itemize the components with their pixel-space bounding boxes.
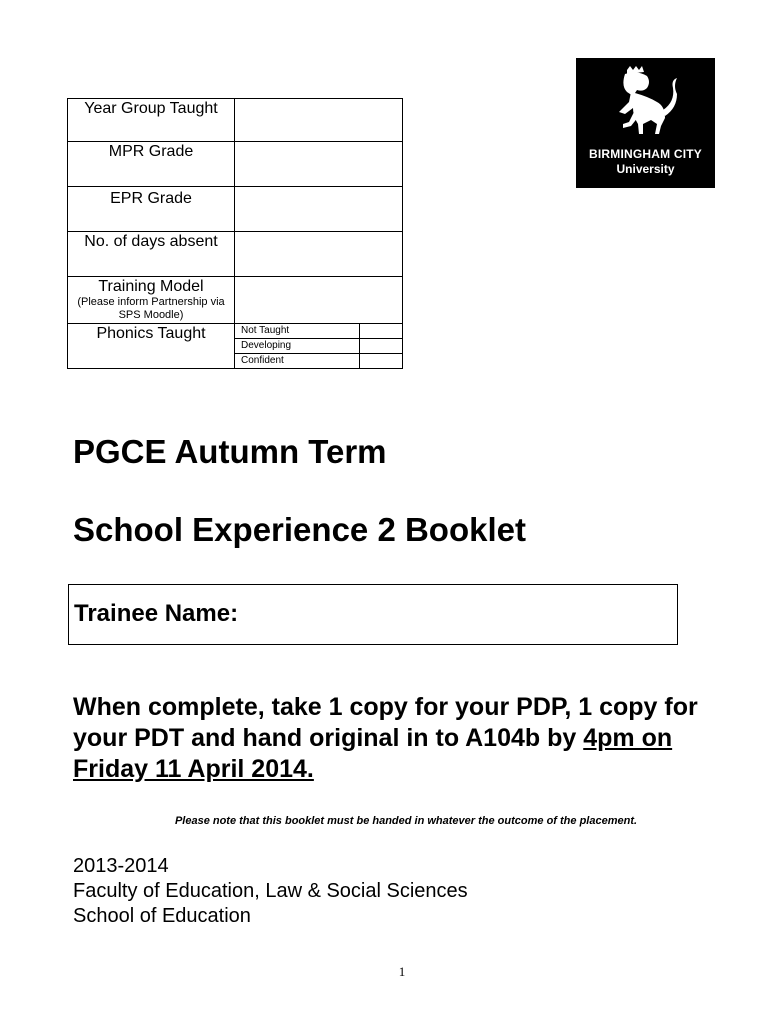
faculty-name: Faculty of Education, Law & Social Sciences xyxy=(73,880,468,902)
page-title: PGCE Autumn Term xyxy=(73,433,387,470)
phonics-option-not-taught: Not Taught xyxy=(235,324,359,339)
training-model-sublabel: (Please inform Partnership via SPS Moodle) xyxy=(77,296,225,321)
days-absent-label: No. of days absent xyxy=(68,232,235,277)
submission-instructions xyxy=(73,692,753,785)
phonics-options-table xyxy=(235,324,402,368)
trainee-info-table xyxy=(67,98,403,369)
year-group-value[interactable] xyxy=(235,99,403,142)
lion-crest-icon xyxy=(607,66,685,144)
training-model-value[interactable] xyxy=(235,277,403,324)
logo-text-line1: BIRMINGHAM CITY xyxy=(589,147,702,161)
instructions-text: When complete, take 1 copy for your PDP, 1 copy for your PDT and hand original in to A104b by xyxy=(73,693,698,752)
phonics-taught-label: Phonics Taught xyxy=(68,324,235,369)
epr-grade-label: EPR Grade xyxy=(68,187,235,232)
page-number: 1 xyxy=(398,964,406,979)
trainee-name-field[interactable] xyxy=(68,584,678,645)
footer-block xyxy=(73,854,468,929)
mpr-grade-label: MPR Grade xyxy=(68,142,235,187)
deadline-text: 4pm on Friday 11 April 2014. xyxy=(73,724,673,783)
academic-year: 2013-2014 xyxy=(73,855,169,877)
booklet-note: Please note that this booklet must be handed in whatever the outcome of the placement. xyxy=(174,815,638,827)
page-subtitle: School Experience 2 Booklet xyxy=(73,511,526,548)
phonics-option-confident: Confident xyxy=(241,355,284,366)
trainee-name-label: Trainee Name: xyxy=(74,600,239,627)
school-name: School of Education xyxy=(73,905,251,927)
days-absent-value[interactable] xyxy=(235,232,403,277)
university-logo xyxy=(576,58,715,188)
phonics-confident-checkbox[interactable] xyxy=(359,354,402,369)
training-model-cell xyxy=(68,277,235,324)
training-model-label: Training Model xyxy=(98,278,204,295)
mpr-grade-value[interactable] xyxy=(235,142,403,187)
phonics-options-cell xyxy=(235,324,403,369)
logo-text-line2: University xyxy=(616,162,675,176)
phonics-developing-checkbox[interactable] xyxy=(359,339,402,354)
phonics-option-developing: Developing xyxy=(235,339,359,354)
epr-grade-value[interactable] xyxy=(235,187,403,232)
phonics-not-taught-checkbox[interactable] xyxy=(359,324,402,339)
year-group-label: Year Group Taught xyxy=(68,99,235,142)
